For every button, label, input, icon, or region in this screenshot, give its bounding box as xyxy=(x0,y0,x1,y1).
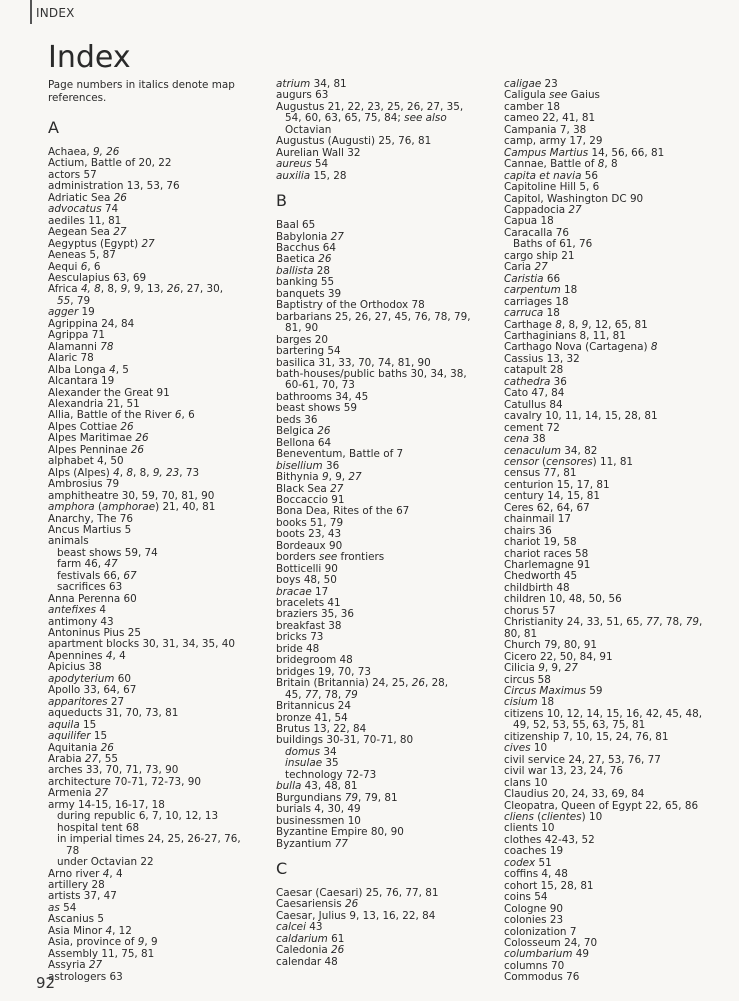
index-entry: bracelets 41 xyxy=(276,597,341,610)
index-entry: Cappadocia 27 xyxy=(504,203,582,216)
index-entry: bridges 19, 70, 73 xyxy=(276,665,371,678)
index-subentry: 45, 77, 78, 79 xyxy=(285,688,358,701)
index-entry: Black Sea 27 xyxy=(276,482,344,495)
index-column-2 xyxy=(276,79,498,968)
index-entry: 80, 81 xyxy=(504,627,538,640)
index-entry: aquilifer 15 xyxy=(48,730,108,743)
index-entry: Capua 18 xyxy=(504,215,554,228)
index-entry: Cannae, Battle of 8, 8 xyxy=(504,158,618,171)
index-entry: Agrippa 71 xyxy=(48,329,105,342)
index-entry: antefixes 4 xyxy=(48,604,107,617)
index-entry: buildings 30-31, 70-71, 80 xyxy=(276,734,414,747)
index-entry: Charlemagne 91 xyxy=(504,559,591,572)
index-entry: Alba Longa 4, 5 xyxy=(48,363,129,376)
index-entry: Bellona 64 xyxy=(276,436,332,449)
index-entry: bath-houses/public baths 30, 34, 38, xyxy=(276,367,467,380)
index-entry: Apicius 38 xyxy=(48,661,102,674)
index-subentry: 78 xyxy=(66,844,80,857)
index-subentry: Baths of 61, 76 xyxy=(513,238,593,251)
index-entry: Burgundians 79, 79, 81 xyxy=(276,791,398,804)
index-entry: Asia, province of 9, 9 xyxy=(48,936,158,949)
index-entry: Bordeaux 90 xyxy=(276,539,343,552)
index-entry: Ascanius 5 xyxy=(48,913,104,926)
index-entry: carpentum 18 xyxy=(504,284,578,297)
index-entry: codex 51 xyxy=(504,856,552,869)
index-entry: Colosseum 24, 70 xyxy=(504,936,598,949)
index-subentry: Octavian xyxy=(285,123,332,136)
index-entry: Britain (Britannia) 24, 25, 26, 28, xyxy=(276,677,449,690)
index-entry: Alamanni 78 xyxy=(48,340,114,353)
index-entry: bisellium 36 xyxy=(276,459,340,472)
index-subentry: sacrifices 63 xyxy=(57,581,123,594)
index-entry: Alexandria 21, 51 xyxy=(48,397,140,410)
index-entry: Caesariensis 26 xyxy=(276,898,359,911)
index-entry: Bithynia 9, 9, 27 xyxy=(276,471,362,484)
index-entry: Ceres 62, 64, 67 xyxy=(504,501,590,514)
index-entry: census 77, 81 xyxy=(504,467,577,480)
index-entry: columns 70 xyxy=(504,959,565,972)
index-entry: Ambrosius 79 xyxy=(48,478,120,491)
index-entry: basilica 31, 33, 70, 74, 81, 90 xyxy=(276,356,431,369)
index-section-heading: C xyxy=(276,859,288,878)
index-entry: Carthage 8, 8, 9, 12, 65, 81 xyxy=(504,318,648,331)
index-entry: Church 79, 80, 91 xyxy=(504,639,597,652)
index-entry: Baetica 26 xyxy=(276,253,332,266)
index-entry: Armenia 27 xyxy=(48,787,109,800)
index-entry: chairs 36 xyxy=(504,524,552,537)
index-entry: advocatus 74 xyxy=(48,203,119,216)
index-entry: civil service 24, 27, 53, 76, 77 xyxy=(504,753,661,766)
index-entry: cenaculum 34, 82 xyxy=(504,444,598,457)
index-subentry: hospital tent 68 xyxy=(57,821,140,834)
index-entry: Actium, Battle of 20, 22 xyxy=(48,157,172,170)
index-subentry: 55, 79 xyxy=(57,294,91,307)
index-entry: boys 48, 50 xyxy=(276,574,337,587)
index-subentry: 60-61, 70, 73 xyxy=(285,379,355,392)
index-entry: chainmail 17 xyxy=(504,513,571,526)
index-subentry: during republic 6, 7, 10, 12, 13 xyxy=(57,810,219,823)
index-entry: bartering 54 xyxy=(276,345,341,358)
index-entry: borders see frontiers xyxy=(276,551,385,564)
index-entry: Beneventum, Battle of 7 xyxy=(276,448,404,461)
index-entry: apodyterium 60 xyxy=(48,672,131,685)
index-entry: civil war 13, 23, 24, 76 xyxy=(504,765,623,778)
index-entry: actors 57 xyxy=(48,168,97,181)
index-entry: centurion 15, 17, 81 xyxy=(504,478,610,491)
index-entry: bridegroom 48 xyxy=(276,654,353,667)
index-entry: citizens 10, 12, 14, 15, 16, 42, 45, 48, xyxy=(504,707,703,720)
index-subentry: beast shows 59, 74 xyxy=(57,546,158,559)
index-entry: Bacchus 64 xyxy=(276,241,337,254)
index-subentry: festivals 66, 67 xyxy=(57,569,137,582)
index-entry: Caesar, Julius 9, 13, 16, 22, 84 xyxy=(276,909,436,922)
index-entry: colonization 7 xyxy=(504,925,577,938)
index-entry: ballista 28 xyxy=(276,264,331,277)
index-entry: Catullus 84 xyxy=(504,398,563,411)
index-entry: artists 37, 47 xyxy=(48,890,117,903)
index-entry: Chedworth 45 xyxy=(504,570,578,583)
index-entry: bracae 17 xyxy=(276,585,329,598)
index-entry: Africa 4, 8, 8, 9, 9, 13, 26, 27, 30, xyxy=(48,283,224,296)
index-entry: chariot races 58 xyxy=(504,547,589,560)
index-entry: Adriatic Sea 26 xyxy=(48,191,127,204)
index-entry: Caristia 66 xyxy=(504,272,561,285)
index-entry: Cicero 22, 50, 84, 91 xyxy=(504,650,613,663)
index-subentry: technology 72-73 xyxy=(285,768,377,781)
index-entry: aureus 54 xyxy=(276,158,329,171)
index-entry: braziers 35, 36 xyxy=(276,608,355,621)
index-entry: Ancus Martius 5 xyxy=(48,523,132,536)
index-entry: Babylonia 27 xyxy=(276,230,344,243)
index-entry: Apollo 33, 64, 67 xyxy=(48,684,137,697)
index-entry: Agrippina 24, 84 xyxy=(48,317,135,330)
index-entry: banquets 39 xyxy=(276,287,342,300)
index-entry: calendar 48 xyxy=(276,955,338,968)
index-entry: Aesculapius 63, 69 xyxy=(48,271,147,284)
index-entry: beast shows 59 xyxy=(276,402,357,415)
index-entry: cargo ship 21 xyxy=(504,249,575,262)
running-header: INDEX xyxy=(36,6,75,20)
index-entry: Capitol, Washington DC 90 xyxy=(504,192,644,205)
index-entry: Aegean Sea 27 xyxy=(48,226,127,239)
header-rule xyxy=(30,0,32,24)
index-entry: animals xyxy=(48,535,89,548)
index-entry: catapult 28 xyxy=(504,364,564,377)
index-entry: as 54 xyxy=(48,901,77,914)
index-entry: Arno river 4, 4 xyxy=(48,867,123,880)
index-entry: bride 48 xyxy=(276,642,320,655)
index-entry: cavalry 10, 11, 14, 15, 28, 81 xyxy=(504,410,658,423)
index-entry: childbirth 48 xyxy=(504,581,570,594)
index-entry: Brutus 13, 22, 84 xyxy=(276,723,367,736)
index-entry: Cassius 13, 32 xyxy=(504,352,580,365)
index-entry: camp, army 17, 29 xyxy=(504,135,603,148)
index-subentry: 54, 60, 63, 65, 75, 84; see also xyxy=(285,112,447,125)
index-entry: Caledonia 26 xyxy=(276,944,345,957)
page-number: 92 xyxy=(36,974,56,992)
index-entry: cohort 15, 28, 81 xyxy=(504,879,594,892)
index-entry: cliens (clientes) 10 xyxy=(504,811,603,823)
index-entry: Campus Martius 14, 56, 66, 81 xyxy=(504,146,665,159)
index-entry: children 10, 48, 50, 56 xyxy=(504,593,622,606)
index-section-heading: A xyxy=(48,118,59,137)
index-entry: Circus Maximus 59 xyxy=(504,685,603,698)
index-entry: Allia, Battle of the River 6, 6 xyxy=(48,409,195,422)
index-entry: amphitheatre 30, 59, 70, 81, 90 xyxy=(48,489,215,502)
index-entry: architecture 70-71, 72-73, 90 xyxy=(48,775,201,788)
index-entry: Caria 27 xyxy=(504,261,548,274)
index-entry: Anarchy, The 76 xyxy=(48,512,134,525)
index-entry: calcei 43 xyxy=(276,921,323,934)
index-entry: Carthago Nova (Cartagena) 8 xyxy=(504,341,658,354)
index-entry: colonies 23 xyxy=(504,914,564,927)
index-entry: Assyria 27 xyxy=(48,959,103,972)
index-entry: Commodus 76 xyxy=(504,971,580,984)
index-entry: Aquitania 26 xyxy=(48,741,114,754)
index-column-3 xyxy=(504,79,726,984)
index-entry: amphora (amphorae) 21, 40, 81 xyxy=(48,501,216,514)
index-entry: Antoninus Pius 25 xyxy=(48,627,141,640)
index-subentry: under Octavian 22 xyxy=(57,856,154,869)
index-entry: apartment blocks 30, 31, 34, 35, 40 xyxy=(48,638,235,651)
index-entry: circus 58 xyxy=(504,673,551,686)
index-entry: aediles 11, 81 xyxy=(48,214,122,227)
index-entry: barges 20 xyxy=(276,333,328,346)
index-entry: Alpes Penninae 26 xyxy=(48,443,144,456)
index-column-1 xyxy=(48,120,270,983)
index-entry: Aeneas 5, 87 xyxy=(48,249,116,262)
index-entry: Byzantine Empire 80, 90 xyxy=(276,826,404,839)
index-entry: Botticelli 90 xyxy=(276,562,338,575)
index-entry: banking 55 xyxy=(276,276,335,289)
index-entry: chorus 57 xyxy=(504,604,556,617)
index-entry: arches 33, 70, 71, 73, 90 xyxy=(48,764,179,777)
index-entry: Cleopatra, Queen of Egypt 22, 65, 86 xyxy=(504,799,699,812)
index-entry: Cilicia 9, 9, 27 xyxy=(504,662,578,675)
index-entry: breakfast 38 xyxy=(276,619,342,632)
index-entry: Boccaccio 91 xyxy=(276,493,345,506)
index-entry: cement 72 xyxy=(504,421,560,434)
index-entry: clients 10 xyxy=(504,822,555,835)
index-entry: Alpes Maritimae 26 xyxy=(48,432,149,445)
index-entry: camber 18 xyxy=(504,100,560,113)
index-entry: bulla 43, 48, 81 xyxy=(276,780,358,793)
index-subentry: 49, 52, 53, 55, 63, 75, 81 xyxy=(513,719,646,732)
index-entry: aqueducts 31, 70, 73, 81 xyxy=(48,707,179,720)
index-entry: Cato 47, 84 xyxy=(504,387,565,400)
index-entry: cives 10 xyxy=(504,742,548,755)
index-entry: army 14-15, 16-17, 18 xyxy=(48,798,165,811)
index-entry: Apennines 4, 4 xyxy=(48,649,126,662)
index-entry: Britannicus 24 xyxy=(276,700,352,713)
index-entry: cena 38 xyxy=(504,433,546,446)
index-entry: apparitores 27 xyxy=(48,695,125,708)
index-entry: chariot 19, 58 xyxy=(504,536,577,549)
index-entry: Achaea, 9, 26 xyxy=(48,146,120,158)
index-entry: Caesar (Caesari) 25, 76, 77, 81 xyxy=(276,887,439,899)
index-subentry: in imperial times 24, 25, 26-27, 76, xyxy=(57,833,241,846)
index-entry: alphabet 4, 50 xyxy=(48,455,124,468)
index-entry: antimony 43 xyxy=(48,615,114,628)
index-entry: Alexander the Great 91 xyxy=(48,386,170,399)
index-entry: boots 23, 43 xyxy=(276,528,342,541)
index-entry: Asia Minor 4, 12 xyxy=(48,924,132,937)
index-entry: carruca 18 xyxy=(504,307,560,320)
index-entry: Cologne 90 xyxy=(504,902,563,915)
index-entry: artillery 28 xyxy=(48,879,105,891)
index-subentry: insulae 35 xyxy=(285,757,339,770)
index-entry: augurs 63 xyxy=(276,89,329,102)
index-entry: aquila 15 xyxy=(48,718,97,731)
index-entry: Augustus (Augusti) 25, 76, 81 xyxy=(276,135,432,148)
index-entry: Alaric 78 xyxy=(48,352,94,365)
index-entry: Capitoline Hill 5, 6 xyxy=(504,181,600,194)
index-entry: bathrooms 34, 45 xyxy=(276,390,369,403)
index-entry: Campania 7, 38 xyxy=(504,123,587,136)
index-entry: administration 13, 53, 76 xyxy=(48,180,180,193)
index-entry: coffins 4, 48 xyxy=(504,868,568,881)
index-entry: Christianity 24, 33, 51, 65, 77, 78, 79, xyxy=(504,616,703,629)
index-entry: Claudius 20, 24, 33, 69, 84 xyxy=(504,788,645,801)
index-entry: clothes 42-43, 52 xyxy=(504,833,595,846)
index-entry: Assembly 11, 75, 81 xyxy=(48,947,155,960)
index-entry: bronze 41, 54 xyxy=(276,711,348,724)
index-entry: century 14, 15, 81 xyxy=(504,490,600,503)
index-entry: Aegyptus (Egypt) 27 xyxy=(48,237,155,250)
index-entry: burials 4, 30, 49 xyxy=(276,803,361,816)
index-entry: Anna Perenna 60 xyxy=(48,592,137,605)
index-entry: censor (censores) 11, 81 xyxy=(504,455,634,468)
index-entry: caligae 23 xyxy=(504,78,558,90)
index-entry: Augustus 21, 22, 23, 25, 26, 27, 35, xyxy=(276,100,464,113)
intro-note: Page numbers in italics denote map references. xyxy=(48,79,235,104)
index-entry: cathedra 36 xyxy=(504,375,567,388)
index-entry: Baal 65 xyxy=(276,219,316,232)
index-entry: Caligula see Gaius xyxy=(504,89,600,102)
index-entry: agger 19 xyxy=(48,306,95,319)
index-entry: beds 36 xyxy=(276,413,318,426)
index-subentry: 81, 90 xyxy=(285,322,319,335)
index-entry: Belgica 26 xyxy=(276,425,331,438)
index-entry: barbarians 25, 26, 27, 45, 76, 78, 79, xyxy=(276,310,471,323)
index-entry: bricks 73 xyxy=(276,631,324,644)
index-entry: businessmen 10 xyxy=(276,814,361,827)
index-entry: Alpes Cottiae 26 xyxy=(48,420,134,433)
index-entry: capita et navia 56 xyxy=(504,169,598,182)
index-entry: carriages 18 xyxy=(504,295,569,308)
index-entry: columbarium 49 xyxy=(504,948,590,961)
index-entry: astrologers 63 xyxy=(48,970,123,983)
index-entry: Byzantium 77 xyxy=(276,837,348,850)
index-entry: Baptistry of the Orthodox 78 xyxy=(276,299,425,312)
index-entry: cisium 18 xyxy=(504,696,555,709)
index-entry: Aurelian Wall 32 xyxy=(276,146,361,159)
index-entry: Alcantara 19 xyxy=(48,375,115,388)
index-entry: Arabia 27, 55 xyxy=(48,753,118,766)
index-entry: citizenship 7, 10, 15, 24, 76, 81 xyxy=(504,730,669,743)
index-entry: Bona Dea, Rites of the 67 xyxy=(276,505,410,518)
index-entry: coaches 19 xyxy=(504,845,564,858)
index-entry: atrium 34, 81 xyxy=(276,78,347,90)
index-entry: Aequi 6, 6 xyxy=(48,260,101,273)
index-section-heading: B xyxy=(276,191,287,211)
index-entry: caldarium 61 xyxy=(276,932,345,945)
index-subentry: domus 34 xyxy=(285,745,337,758)
index-entry: Alps (Alpes) 4, 8, 8, 9, 23, 73 xyxy=(48,466,200,479)
index-entry: Caracalla 76 xyxy=(504,226,570,239)
index-entry: books 51, 79 xyxy=(276,516,344,529)
page-title: Index xyxy=(48,40,131,75)
index-entry: auxilia 15, 28 xyxy=(276,169,347,182)
index-entry: coins 54 xyxy=(504,891,548,904)
index-entry: cameo 22, 41, 81 xyxy=(504,112,596,125)
index-subentry: farm 46, 47 xyxy=(57,558,118,571)
index-entry: clans 10 xyxy=(504,776,548,789)
index-entry: Carthaginians 8, 11, 81 xyxy=(504,329,626,342)
